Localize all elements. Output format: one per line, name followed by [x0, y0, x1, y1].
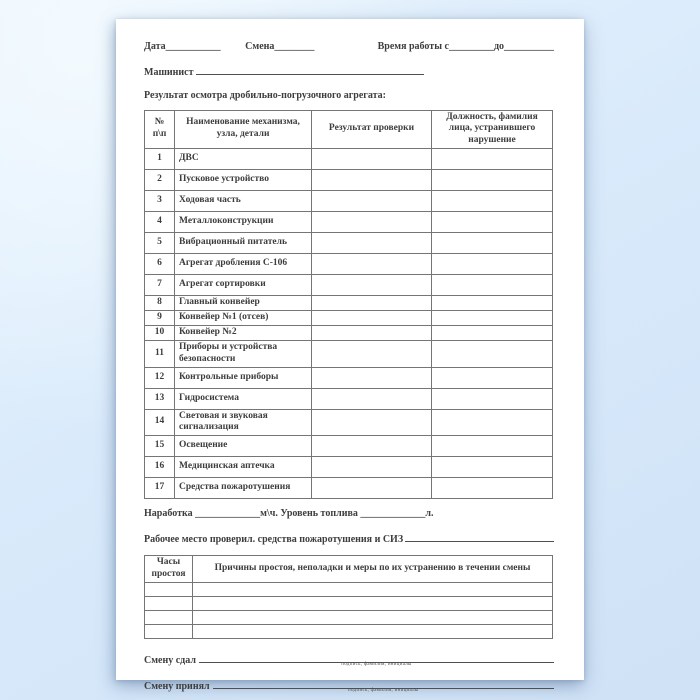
shift-accepted-label: Смену принял — [144, 680, 210, 692]
responsible-person-cell — [432, 212, 553, 233]
check-result-cell — [312, 296, 432, 311]
shift-handed-over-row — [144, 652, 554, 668]
workplace-check-blank-line — [405, 531, 554, 542]
check-result-cell — [312, 254, 432, 275]
shift-handed-over-label: Смену сдал — [144, 655, 196, 667]
shift-handed-over-blank-line — [199, 652, 554, 668]
inspection-table-header-row — [145, 110, 553, 149]
check-result-cell — [312, 457, 432, 478]
row-number-cell: 17 — [145, 478, 175, 499]
table-row — [145, 367, 553, 388]
row-number-cell: 10 — [145, 325, 175, 340]
check-result-cell — [312, 191, 432, 212]
downtime-reasons-header: Причины простоя, неполадки и меры по их устранению в течении смены — [193, 556, 553, 583]
check-result-cell — [312, 409, 432, 436]
table-row — [145, 296, 553, 311]
form-content — [116, 19, 584, 693]
check-result-cell — [312, 325, 432, 340]
table-row — [145, 325, 553, 340]
mechanism-name-cell: Ходовая часть — [175, 191, 312, 212]
mechanism-name-cell: Агрегат дробления С-106 — [175, 254, 312, 275]
responsible-person-cell — [432, 170, 553, 191]
responsible-person-cell — [432, 275, 553, 296]
responsible-person-cell — [432, 254, 553, 275]
table-row — [145, 478, 553, 499]
row-number-cell: 14 — [145, 409, 175, 436]
check-result-cell — [312, 275, 432, 296]
check-result-cell — [312, 311, 432, 326]
mechanism-name-cell: Освещение — [175, 436, 312, 457]
workplace-check-row — [144, 531, 554, 547]
row-number-cell: 15 — [145, 436, 175, 457]
mechanism-name-cell: Агрегат сортировки — [175, 275, 312, 296]
mechanism-name-cell: Средства пожаротушения — [175, 478, 312, 499]
mechanism-name-cell: Контрольные приборы — [175, 367, 312, 388]
signature-caption: подпись, фамилия, инициалы — [341, 662, 412, 668]
downtime-hours-cell — [145, 583, 193, 597]
downtime-row — [145, 583, 553, 597]
mechanism-name-cell: Металлоконструкции — [175, 212, 312, 233]
downtime-row — [145, 597, 553, 611]
downtime-hours-cell — [145, 597, 193, 611]
responsible-person-cell — [432, 457, 553, 478]
downtime-reason-cell — [193, 583, 553, 597]
operator-row — [144, 64, 554, 80]
mechanism-name-cell: Световая и звуковая сигнализация — [175, 409, 312, 436]
check-result-cell — [312, 478, 432, 499]
signature-caption: подпись, фамилия, инициалы — [348, 687, 419, 693]
table-row — [145, 149, 553, 170]
row-number-cell: 2 — [145, 170, 175, 191]
row-number-cell: 13 — [145, 388, 175, 409]
downtime-row — [145, 611, 553, 625]
row-number-cell: 6 — [145, 254, 175, 275]
check-result-cell — [312, 170, 432, 191]
check-result-cell — [312, 388, 432, 409]
row-number-cell: 5 — [145, 233, 175, 254]
row-number-cell: 11 — [145, 340, 175, 367]
downtime-reason-cell — [193, 625, 553, 639]
col-header-check-result: Результат проверки — [312, 110, 432, 149]
date-field-label: Дата___________ — [144, 41, 221, 52]
col-header-number: № п\п — [145, 110, 175, 149]
responsible-person-cell — [432, 191, 553, 212]
responsible-person-cell — [432, 311, 553, 326]
table-row — [145, 254, 553, 275]
mechanism-name-cell: Приборы и устройства безопасности — [175, 340, 312, 367]
shift-accepted-blank-line — [213, 678, 554, 693]
downtime-hours-cell — [145, 625, 193, 639]
downtime-reason-cell — [193, 611, 553, 625]
check-result-cell — [312, 436, 432, 457]
row-number-cell: 1 — [145, 149, 175, 170]
table-row — [145, 170, 553, 191]
operator-label: Машинист — [144, 66, 194, 78]
date-and-shift — [144, 41, 314, 54]
table-row — [145, 388, 553, 409]
mechanism-name-cell: Конвейер №2 — [175, 325, 312, 340]
check-result-cell — [312, 233, 432, 254]
responsible-person-cell — [432, 325, 553, 340]
mechanism-name-cell: Вибрационный питатель — [175, 233, 312, 254]
paper-sheet — [116, 19, 584, 693]
table-row — [145, 311, 553, 326]
row-number-cell: 12 — [145, 367, 175, 388]
check-result-cell — [312, 367, 432, 388]
mechanism-name-cell: Главный конвейер — [175, 296, 312, 311]
row-number-cell: 7 — [145, 275, 175, 296]
inspection-result-title: Результат осмотра дробильно-погрузочного агрегата: — [144, 90, 386, 101]
inspection-table — [144, 110, 553, 500]
operator-blank-line — [196, 64, 424, 75]
downtime-table-header-row — [145, 556, 553, 583]
mechanism-name-cell: ДВС — [175, 149, 312, 170]
check-result-cell — [312, 149, 432, 170]
row-number-cell: 8 — [145, 296, 175, 311]
table-row — [145, 409, 553, 436]
responsible-person-cell — [432, 409, 553, 436]
row-number-cell: 9 — [145, 311, 175, 326]
check-result-cell — [312, 212, 432, 233]
mechanism-name-cell: Конвейер №1 (отсев) — [175, 311, 312, 326]
row-number-cell: 4 — [145, 212, 175, 233]
mechanism-name-cell: Медицинская аптечка — [175, 457, 312, 478]
responsible-person-cell — [432, 340, 553, 367]
table-row — [145, 457, 553, 478]
responsible-person-cell — [432, 388, 553, 409]
table-row — [145, 275, 553, 296]
work-time-field-label: Время работы с_________до__________ — [377, 41, 554, 52]
responsible-person-cell — [432, 478, 553, 499]
responsible-person-cell — [432, 436, 553, 457]
mechanism-name-cell: Гидросистема — [175, 388, 312, 409]
check-result-cell — [312, 340, 432, 367]
downtime-hours-header: Часы простоя — [145, 556, 193, 583]
mechanism-name-cell: Пусковое устройство — [175, 170, 312, 191]
table-row — [145, 340, 553, 367]
downtime-reason-cell — [193, 597, 553, 611]
shift-accepted-row — [144, 678, 554, 694]
row-number-cell: 3 — [145, 191, 175, 212]
col-header-mechanism: Наименование механизма, узла, детали — [175, 110, 312, 149]
responsible-person-cell — [432, 296, 553, 311]
responsible-person-cell — [432, 367, 553, 388]
top-fields-row — [144, 41, 554, 54]
table-row — [145, 436, 553, 457]
operating-fuel-line: Наработка _____________м\ч. Уровень топлива _____________л. — [144, 508, 434, 520]
downtime-row — [145, 625, 553, 639]
row-number-cell: 16 — [145, 457, 175, 478]
table-row — [145, 191, 553, 212]
col-header-responsible: Должность, фамилия лица, устранившего нарушение — [432, 110, 553, 149]
shift-field-label: Смена________ — [245, 41, 315, 52]
table-row — [145, 212, 553, 233]
downtime-table — [144, 555, 553, 639]
responsible-person-cell — [432, 149, 553, 170]
workplace-check-label: Рабочее место проверил. средства пожаротушения и СИЗ — [144, 533, 404, 545]
table-row — [145, 233, 553, 254]
responsible-person-cell — [432, 233, 553, 254]
downtime-hours-cell — [145, 611, 193, 625]
